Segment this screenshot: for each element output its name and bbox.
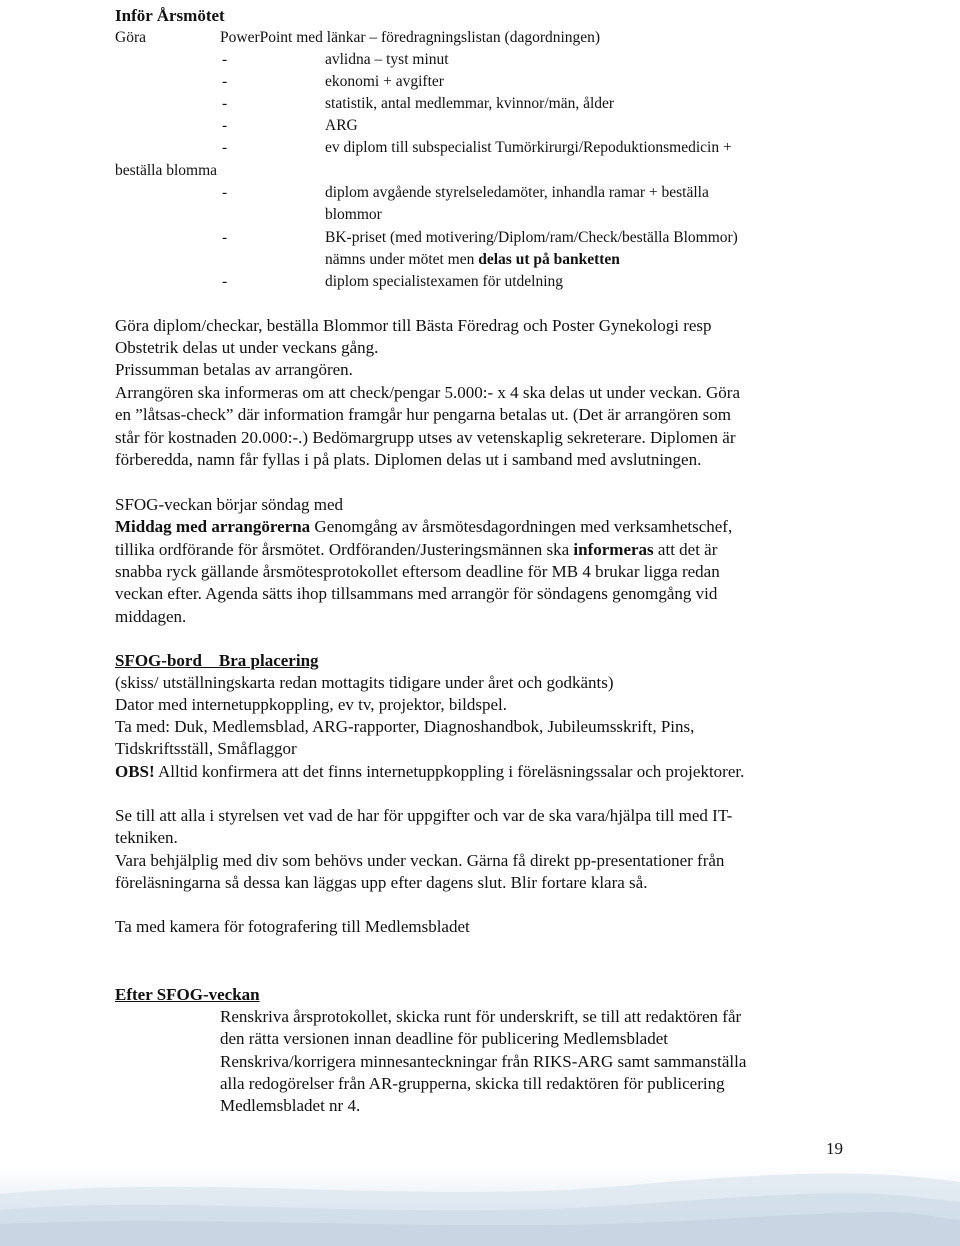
paragraph-line: [115, 761, 744, 783]
list-dash: -: [222, 184, 228, 201]
list-dash: -: [222, 95, 228, 112]
paragraph-line: en ”låtsas-check” där information framgår hur pengarna betalas ut. (Det är arrangören som: [115, 405, 731, 424]
emphasis-informeras: informeras: [573, 540, 654, 559]
list-item: diplom specialistexamen för utdelning: [325, 273, 564, 290]
paragraph-line: Renskriva årsprotokollet, skicka runt för underskrift, se till att redaktören får: [220, 1007, 742, 1026]
paragraph-line: tekniken.: [115, 828, 178, 847]
paragraph-line: Se till att alla i styrelsen vet vad de har för uppgifter och var de ska vara/hjälpa till med IT-: [115, 806, 733, 825]
footer-wave-graphic: [0, 1164, 960, 1246]
paragraph-line: Göra diplom/checkar, beställa Blommor till Bästa Föredrag och Poster Gynekologi resp: [115, 316, 712, 335]
paragraph-line: alla redogörelser från AR-grupperna, skicka till redaktören för publicering: [220, 1074, 725, 1093]
list-item: statistik, antal medlemmar, kvinnor/män, ålder: [325, 95, 615, 112]
paragraph-line: Dator med internetuppkoppling, ev tv, projektor, bildspel.: [115, 695, 507, 714]
list-dash: -: [222, 229, 228, 246]
list-item: ekonomi + avgifter: [325, 73, 444, 90]
list-item-wrap: beställa blomma: [115, 162, 218, 179]
paragraph-text: Alltid konfirmera att det finns internetuppkoppling i föreläsningssalar och projektorer.: [154, 762, 745, 781]
obs-label: OBS!: [115, 762, 155, 781]
list-item-wrap: [325, 249, 620, 271]
paragraph-line: veckan efter. Agenda sätts ihop tillsammans med arrangör för söndagens genomgång vid: [115, 584, 718, 603]
paragraph-line: förberedda, namn får fyllas i på plats. Diplomen delas ut i samband med avslutningen.: [115, 450, 702, 469]
list-item-wrap: blommor: [325, 206, 382, 223]
paragraph-line: [115, 516, 732, 538]
emphasis-middag: Middag med arrangörerna: [115, 517, 311, 536]
paragraph-line: Medlemsbladet nr 4.: [220, 1096, 361, 1115]
paragraph-line: snabba ryck gällande årsmötesprotokollet eftersom deadline för MB 4 brukar ligga redan: [115, 562, 720, 581]
list-text: nämns under mötet men: [325, 251, 479, 268]
page-number: 19: [826, 1139, 843, 1158]
list-dash: -: [222, 51, 228, 68]
paragraph-line: SFOG-veckan börjar söndag med: [115, 495, 344, 514]
paragraph-line: Ta med kamera för fotografering till Medlemsbladet: [115, 917, 470, 936]
paragraph-line: står för kostnaden 20.000:-.) Bedömargrupp utses av vetenskaplig sekreterare. Diplomen är: [115, 428, 736, 447]
section-heading-efter: Efter SFOG-veckan: [115, 985, 260, 1004]
list-item: diplom avgående styrelseledamöter, inhandla ramar + beställa: [325, 184, 709, 201]
list-item: ev diplom till subspecialist Tumörkirurgi/Repoduktionsmedicin +: [325, 139, 732, 156]
gora-label: Göra: [115, 29, 146, 46]
paragraph-text: tillika ordförande för årsmötet. Ordföranden/Justeringsmännen ska: [115, 540, 574, 559]
paragraph-line: föreläsningarna så dessa kan läggas upp efter dagens slut. Blir fortare klara så.: [115, 873, 648, 892]
footer-decoration: [0, 1164, 960, 1246]
paragraph-line: den rätta versionen innan deadline för publicering Medlemsbladet: [220, 1029, 668, 1048]
paragraph-line: middagen.: [115, 607, 187, 626]
paragraph-text: att det är: [653, 540, 718, 559]
emphasis-banketten: delas ut på banketten: [478, 251, 620, 268]
paragraph-line: Arrangören ska informeras om att check/pengar 5.000:- x 4 ska delas ut under veckan. Göra: [115, 383, 740, 402]
section-heading-sfog-bord: SFOG-bord Bra placering: [115, 651, 319, 670]
paragraph-text: Genomgång av årsmötesdagordningen med verksamhetschef,: [310, 517, 733, 536]
paragraph-line: Prissumman betalas av arrangören.: [115, 360, 353, 379]
paragraph-line: [115, 539, 717, 561]
paragraph-line: Renskriva/korrigera minnesanteckningar från RIKS-ARG samt sammanställa: [220, 1052, 747, 1071]
list-dash: -: [222, 117, 228, 134]
list-dash: -: [222, 73, 228, 90]
list-item: BK-priset (med motivering/Diplom/ram/Check/beställa Blommor): [325, 229, 738, 246]
paragraph-line: Tidskriftsställ, Småflaggor: [115, 739, 297, 758]
paragraph-line: Obstetrik delas ut under veckans gång.: [115, 338, 379, 357]
list-item: ARG: [325, 117, 358, 134]
list-dash: -: [222, 273, 228, 290]
paragraph-line: (skiss/ utställningskarta redan mottagits tidigare under året och godkänts): [115, 673, 614, 692]
paragraph-line: Ta med: Duk, Medlemsblad, ARG-rapporter, Diagnoshandbok, Jubileumsskrift, Pins,: [115, 717, 695, 736]
list-dash: -: [222, 139, 228, 156]
list-item: avlidna – tyst minut: [325, 51, 449, 68]
section-heading-infor-arsmotet: Inför Årsmötet: [115, 6, 225, 25]
list-intro: PowerPoint med länkar – föredragningslistan (dagordningen): [220, 29, 601, 46]
paragraph-line: Vara behjälplig med div som behövs under veckan. Gärna få direkt pp-presentationer från: [115, 851, 725, 870]
